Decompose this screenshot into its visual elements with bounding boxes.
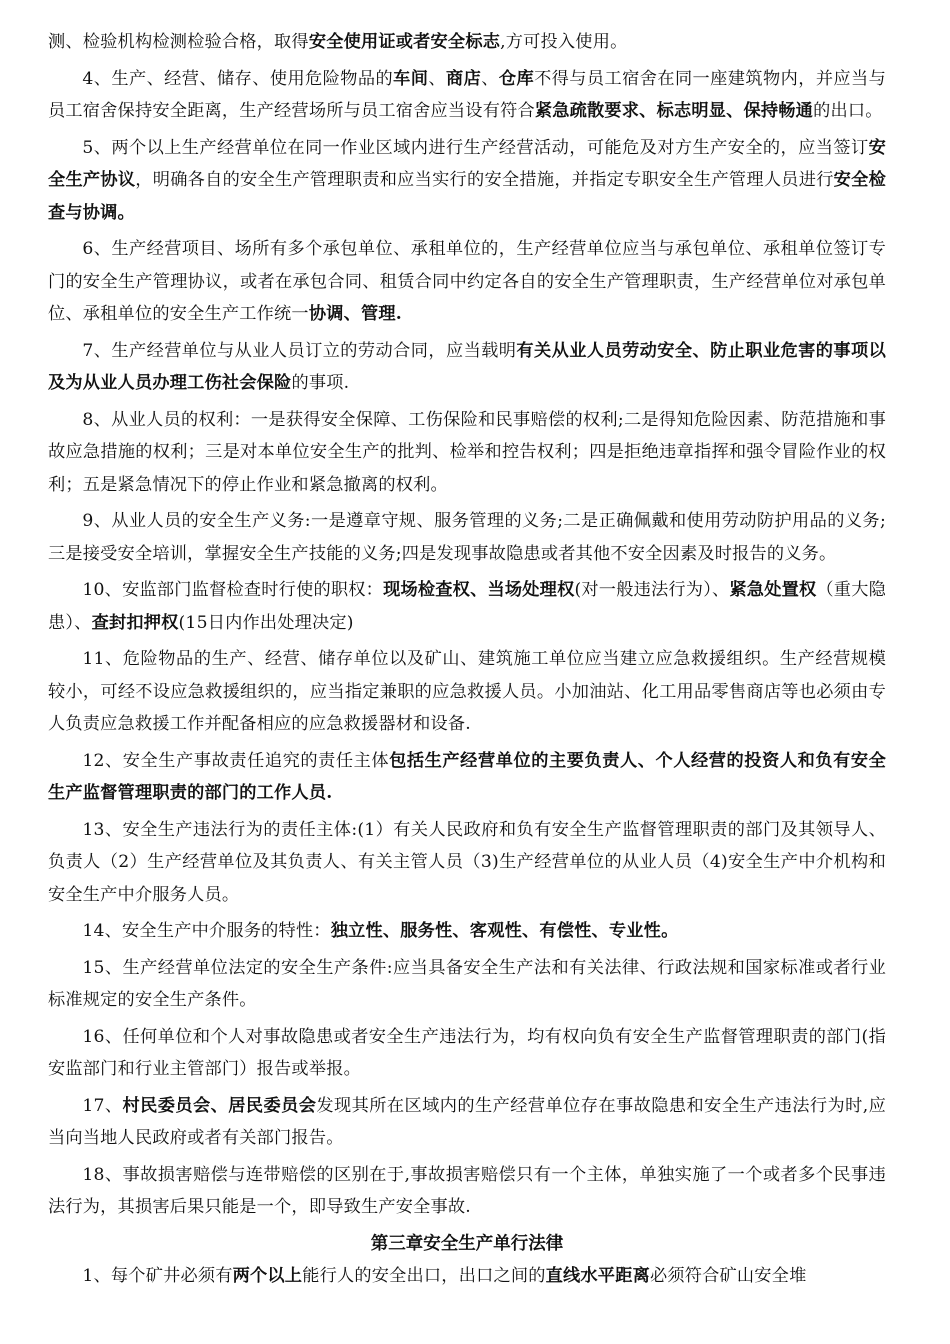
text-run: 11、危险物品的生产、经营、储存单位以及矿山、建筑施工单位应当建立应急救援组织。生产经营规模较小，可经不设应急救援组织的，应当指定兼职的应急救援人员。小加油站、化工用品零售商店等也必须由专人负责应急救援工作并配备相应的应急救援器材和设备. bbox=[48, 649, 886, 734]
text-run: 必须符合矿山安全堆 bbox=[649, 1265, 807, 1286]
text-run: 16、任何单位和个人对事故隐患或者安全生产违法行为，均有权向负有安全生产监督管理职责的部门(指安监部门和行业主管部门）报告或举报。 bbox=[48, 1026, 886, 1079]
text-run: 10、安监部门监督检查时行使的职权： bbox=[82, 580, 384, 600]
bold-text-run: 紧急处置权 bbox=[729, 580, 817, 600]
bold-text-run: 查封扣押权 bbox=[91, 612, 179, 633]
bold-text-run: 有关从业人员劳动安全、防止职业危害的事项以及为从业人员办理工伤社会保险 bbox=[48, 340, 887, 393]
text-run: 4、生产、经营、储存、使用危险物品的 bbox=[82, 68, 394, 89]
paragraph-chapter3-item1 bbox=[48, 1260, 886, 1293]
paragraph-item bbox=[48, 404, 886, 502]
bold-text-run: 安全检查与协调。 bbox=[48, 170, 886, 223]
paragraph-item bbox=[48, 1021, 886, 1086]
bold-text-run: 安全生产协议 bbox=[48, 137, 886, 190]
text-run: 5、两个以上生产经营单位在同一作业区域内进行生产经营活动，可能危及对方生产安全的，应当签订 bbox=[82, 137, 869, 158]
text-run: 9、从业人员的安全生产义务:一是遵章守规、服务管理的义务;二是正确佩戴和使用劳动防护用品的义务;三是接受安全培训，掌握安全生产技能的义务;四是发现事故隐患或者其他不安全因素及时报告的义务。 bbox=[48, 511, 886, 564]
text-run: 12、安全生产事故责任追究的责任主体 bbox=[82, 750, 390, 771]
text-run: 15、生产经营单位法定的安全生产条件:应当具备安全生产法和有关法律、行政法规和国家标准或者行业标准规定的安全生产条件。 bbox=[48, 957, 886, 1010]
text-run: (15日内作出处理决定) bbox=[178, 612, 354, 633]
paragraph-item bbox=[48, 952, 886, 1017]
bold-text-run: 紧急疏散要求、标志明显、保持畅通 bbox=[534, 101, 814, 121]
text-run: ,方可投入使用。 bbox=[500, 32, 628, 52]
paragraph-item bbox=[48, 814, 886, 912]
bold-text-run: 商店 bbox=[445, 68, 482, 89]
bold-text-run: 仓库 bbox=[498, 68, 535, 89]
text-run: 17、 bbox=[82, 1095, 123, 1116]
text-run: (对一般违法行为）、 bbox=[574, 580, 730, 600]
chapter-heading: 第三章安全生产单行法律 bbox=[370, 1233, 564, 1254]
paragraph-item bbox=[48, 132, 886, 230]
text-run: （重大隐患）、 bbox=[48, 580, 886, 633]
paragraph-item bbox=[48, 233, 886, 331]
text-run: 7、生产经营单位与从业人员订立的劳动合同，应当载明 bbox=[82, 340, 517, 361]
text-run: ，明确各自的安全生产管理职责和应当实行的安全措施，并指定专职安全生产管理人员进行 bbox=[135, 170, 834, 190]
paragraph-list bbox=[48, 26, 886, 1224]
bold-text-run: 车间 bbox=[393, 68, 429, 89]
text-run: 能行人的安全出口，出口之间的 bbox=[302, 1265, 546, 1286]
bold-text-run: 村民委员会、居民委员会 bbox=[122, 1095, 317, 1116]
bold-text-run: 包括生产经营单位的主要负责人、个人经营的投资人和负有安全生产监督管理职责的部门的工作人员. bbox=[48, 750, 886, 803]
paragraph-item bbox=[48, 1159, 886, 1224]
text-run: 1、每个矿井必须有 bbox=[82, 1265, 233, 1286]
text-run: 发现其所在区域内的生产经营单位存在事故隐患和安全生产违法行为时,应当向当地人民政府或者有关部门报告。 bbox=[48, 1095, 886, 1148]
text-run: 测、检验机构检测检验合格，取得 bbox=[48, 32, 309, 52]
text-run: 的出口。 bbox=[813, 101, 883, 121]
text-run: 14、安全生产中介服务的特性： bbox=[82, 921, 331, 941]
paragraph-item bbox=[48, 1090, 886, 1155]
bold-text-run: 独立性、服务性、客观性、有偿性、专业性。 bbox=[330, 921, 679, 941]
text-run: 、 bbox=[481, 68, 499, 89]
text-run: 的事项. bbox=[291, 373, 350, 393]
paragraph-item bbox=[48, 915, 886, 948]
paragraph-item bbox=[48, 335, 886, 400]
paragraph-item bbox=[48, 63, 886, 128]
text-run: 不得与员工宿舍在同一座建筑物内，并应当与员工宿舍保持安全距离，生产经营场所与员工宿舍应当设有符合 bbox=[48, 68, 887, 121]
paragraph-continued bbox=[48, 26, 886, 59]
bold-text-run: 现场检查权、当场处理权 bbox=[383, 580, 575, 600]
text-run: 13、安全生产违法行为的责任主体:(1）有关人民政府和负有安全生产监督管理职责的部门及其领导人、负责人（2）生产经营单位及其负责人、有关主管人员（3)生产经营单位的从业人员（4)安全生产中介机构和安全生产中介服务人员。 bbox=[48, 819, 886, 905]
bold-text-run: 安全使用证或者安全标志 bbox=[308, 32, 501, 52]
paragraph-item bbox=[48, 505, 886, 570]
paragraph-item bbox=[48, 574, 886, 639]
bold-text-run: 两个以上 bbox=[232, 1265, 303, 1286]
paragraph-item bbox=[48, 745, 886, 810]
bold-text-run: 直线水平距离 bbox=[545, 1265, 650, 1286]
text-run: 6、生产经营项目、场所有多个承包单位、承租单位的，生产经营单位应当与承包单位、承租单位签订专门的安全生产管理协议，或者在承包合同、租赁合同中约定各自的安全生产管理职责，生产经营单位对承包单位、承租单位的安全生产工作统一 bbox=[48, 239, 886, 324]
text-run: 8、从业人员的权利：一是获得安全保障、工伤保险和民事赔偿的权利;二是得知危险因素、防范措施和事故应急措施的权利；三是对本单位安全生产的批判、检举和控告权利；四是拒绝违章指挥和强令冒险作业的权利；五是紧急情况下的停止作业和紧急撤离的权利。 bbox=[48, 409, 886, 495]
text-run: 、 bbox=[428, 68, 446, 89]
paragraph-item bbox=[48, 643, 886, 741]
bold-text-run: 协调、管理. bbox=[308, 304, 402, 324]
text-run: 18、事故损害赔偿与连带赔偿的区别在于,事故损害赔偿只有一个主体，单独实施了一个或者多个民事违法行为，其损害后果只能是一个，即导致生产安全事故. bbox=[48, 1164, 886, 1217]
